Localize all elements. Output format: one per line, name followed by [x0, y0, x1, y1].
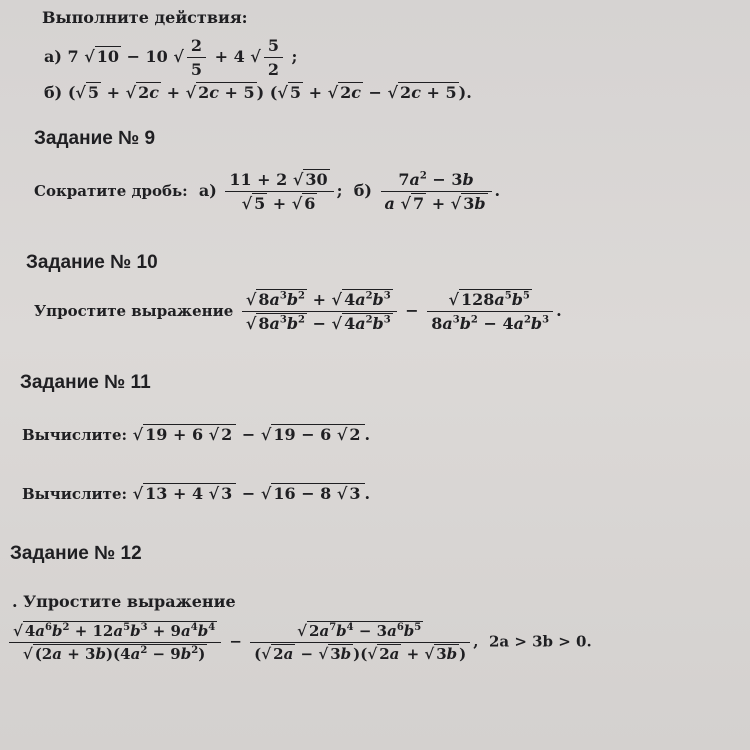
task10-fraction-1: $\frac{√ 8a^3b^2 + √ 4a^2b^3}{√ 8a^3b^2 - √ 4a^2b^3}$ [242, 290, 397, 333]
task12-prompt: Упростите выражение [23, 592, 236, 611]
task8-b-label: б) [44, 83, 63, 102]
task11-heading: Задание № 11 [20, 372, 151, 393]
task11-line-2: Вычислите: √ 13 + 4 √ 3 − √ 16 − 8 √ 3 . [22, 484, 371, 503]
task8-a [44, 36, 297, 79]
task10-prompt: Упростите выражение [34, 302, 234, 320]
task8-b [44, 83, 472, 102]
exercise-title [42, 8, 248, 27]
task12-body: $\frac{√ 4a^6b^2 + 12a^5b^3 + 9a^4b^4}{√ (2a + 3b)(4a^2 - 9b^2)}$ − $\frac{√ 2a^7b^4 - 3a^6b^5}{(√ 2a - √ 3b )(√ 2a + √ 3b )}$ , 2a > 3b > 0. [6, 622, 592, 663]
task12-fraction-2: $\frac{√ 2a^7b^4 - 3a^6b^5}{(√ 2a - √ 3b )(√ 2a + √ 3b )}$ [250, 622, 470, 663]
task11-line-1: Вычислите: √ 19 + 6 √ 2 − √ 19 − 6 √ 2 . [22, 425, 371, 444]
task9-b-fraction: $\frac{7a^2 - 3b}{a √ 7 + √ 3b}$ [381, 170, 492, 213]
task9-b-label: б) [353, 181, 372, 200]
task9-prompt: Сократите дробь: [34, 182, 188, 200]
task9-a-fraction: $\frac{11 + 2 √ 30}{√ 5 + √ 6}$ [225, 170, 333, 213]
exercise-title-text: Выполните действия: [42, 8, 248, 27]
task10-fraction-2: $\frac{√ 128a^5b^5}{8a^3b^2 - 4a^2b^3}$ [427, 290, 553, 333]
task12-condition: 2a > 3b > 0. [488, 632, 592, 651]
task8-a-expression: 7 √ 10 − 10 √ $\frac{2}{5}$ + 4 √ $\frac{5}{2}$ ; [67, 36, 298, 79]
task12-heading: Задание № 12 [10, 543, 142, 564]
task9-body: Сократите дробь: а) $\frac{11 + 2 √ 30}{√ 5 + √ 6}$ ; б) $\frac{7a^2 - 3b}{a √ 7 + √ 3b}$ . [34, 170, 501, 213]
task8-a-label: а) [44, 47, 62, 66]
task9-a-label: а) [198, 181, 217, 200]
task12-fraction-1: $\frac{√ 4a^6b^2 + 12a^5b^3 + 9a^4b^4}{√ (2a + 3b)(4a^2 - 9b^2)}$ [9, 622, 221, 663]
task9-heading: Задание № 9 [34, 128, 156, 149]
task12-prompt-line: . Упростите выражение [12, 592, 236, 611]
task10-body: Упростите выражение $\frac{√ 8a^3b^2 + √ 4a^2b^3}{√ 8a^3b^2 - √ 4a^2b^3}$ − $\frac{√ 128a^5b^5}{8a^3b^2 - 4a^2b^3}$ . [34, 290, 562, 333]
task10-heading: Задание № 10 [26, 252, 158, 273]
task8-b-expression: (√ 5 + √ 2c + √ 2c + 5 ) (√ 5 + √ 2c − √ 2c + 5 ). [67, 83, 472, 102]
task11-prompt-1: Вычислите: [22, 426, 128, 444]
task11-prompt-2: Вычислите: [22, 485, 128, 503]
